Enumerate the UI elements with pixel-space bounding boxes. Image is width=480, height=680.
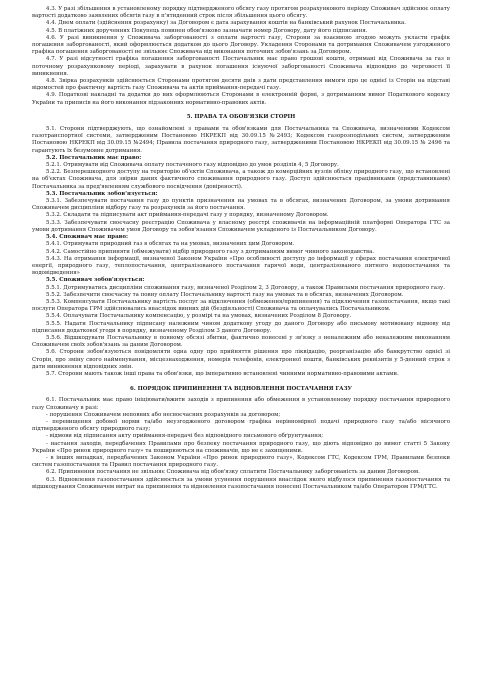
paragraph-5-6: 5.6. Сторони зобов'язуються повідомляти одна одну про прийняття рішення про ліквідацію, реорганізацію або банкрутство однієї зі Сторін, про зміну свого найменування, місцезнаходження, номерів телефонів, електронної пошти, банківських реквізитів у 5-денний строк з дати виникнення відповідних змін. bbox=[32, 349, 450, 370]
paragraph-5-4-2: 5.4.2. Самостійно припиняти (обмежувати) відбір природного газу з дотриманням вимог чинного законодавства. bbox=[46, 248, 375, 255]
paragraph-6-3: 6.3. Відновлення газопостачання здійснюється за умови усунення порушення внаслідок якого відбулося припинення газопостачання та відшкодування Споживачем витрат на припинення та відновлення газопостачання понесені Постачальником та/або Оператором ГРМ/ГТС. bbox=[32, 476, 450, 490]
paragraph-6-1: 6.1. Постачальник має право ініціювати/вжити заходів з припинення або обмеження в установленому порядку постачання природного газу Споживачу в разі: bbox=[32, 397, 450, 411]
bullet-item: - перевищення добової норми та/або неузгодженого договором графіка нерівномірної подачі природного газу та/або місячного підтвердженого обсягу природного газу; bbox=[32, 418, 450, 433]
paragraph-4-9: 4.9. Податкові накладні та додатки до них оформлюються Сторонами в електронній формі, з дотриманням вимог Податкового кодексу України та приписів на його виконання підзаконних нормативно-правових актів. bbox=[32, 92, 450, 106]
subheading-5-4: 5.4. Споживач має право: bbox=[46, 234, 129, 241]
subheading-5-2: 5.2. Постачальник має право: bbox=[46, 154, 142, 161]
paragraph-5-3-1: 5.3.1. Забезпечувати постачання газу до пунктів призначення на умовах та в обсягах, визначених Договором, за умови дотримання Споживачем дисципліни відбору газу та розрахунків за його постачання. bbox=[32, 198, 450, 212]
paragraph-4-4: 4.4. Днем оплати (здійснення розрахунку) за Договором є дата зарахування коштів на банківський рахунок Постачальника. bbox=[46, 20, 406, 27]
subheading-5-3: 5.3. Постачальник зобов'язується: bbox=[46, 190, 158, 197]
paragraph-5-1: 5.1. Сторони підтверджують, що ознайомлені з правами та обов'язками для Постачальника та Споживача, визначеними Кодексом газотранспортної системи, затвердженим Постановою НКРЕКП від 30.09.15 №2493; Кодексом газорозподільних систем, затвердженим Постановою НКРЕКП від 30.09.15 №2494; Правила постачання природного газу, затвердженими Постановою НКРЕКП від 30.09.15 № 2496 та гарантують їх безумовне дотримання. bbox=[32, 126, 450, 154]
paragraph-5-5-5: 5.5.5. Надати Постачальнику підписану належним чином додаткову угоду до даного Договору або письмову мотивовану відмову від підписання додаткової угоди в порядку, визначеному Розділом 3 даного Договору. bbox=[32, 320, 450, 334]
paragraph-5-5-2: 5.5.2. Забезпечити своєчасну та повну оплату Постачальнику вартості газу на умовах та в обсягах, визначених Договором. bbox=[46, 291, 404, 298]
bullet-item: - в інших випадках, передбачених Законом України «Про ринок природного газу», Кодексом ГТС, Кодексом ГРМ, Правилами безпеки систем газопостачання та Правил постачання природного газу. bbox=[32, 454, 450, 469]
section-5-title: 5. ПРАВА ТА ОБОВ'ЯЗКИ СТОРІН bbox=[186, 113, 296, 120]
paragraph-4-5: 4.5. В платіжних дорученнях Покупець повинен обов'язково зазначати номер Договору, дату його підписання. bbox=[46, 27, 368, 34]
paragraph-5-7: 5.7. Сторони мають також інші права та обов'язки, що імперативно встановлені чинними нормативно-правовими актами. bbox=[46, 370, 399, 377]
bullet-item: - настання заходів, передбачених Правилами про безпеку постачання природного газу, що діють відповідно до вимог статті 5 Закону України «Про ринок природного газу» та поширюються на споживачів, що не є захищеними. bbox=[32, 440, 450, 454]
paragraph-6-2: 6.2. Припинення постачання не звільняє Споживача від обов'язку сплатити Постачальнику заборгованість за даним Договором. bbox=[46, 469, 420, 476]
paragraph-5-2-2: 5.2.2. Безперешкодного доступу на територію об'єктів Споживача, а також до комерційних вузлів обліку природного газу, що встановлені на об'єктах Споживача, для звірки даних фактичного споживання природного газу. Доступ здійснюється працівниками (представниками) Постачальника за пред'явленням службового посвідчення (довіреності). bbox=[32, 169, 450, 190]
subheading-5-5: 5.5. Споживач зобов'язується: bbox=[46, 277, 145, 284]
paragraph-5-5-1: 5.5.1. Дотримуватись дисципліни споживання газу, визначеної Розділом 2, 3 Договору, а також Правилами постачання природного газу. bbox=[46, 284, 445, 291]
bullet-item: - порушення Споживачем неповних або несвоєчасних розрахунків за договором; bbox=[46, 411, 281, 418]
paragraph-4-6: 4.6. У разі виникнення у Споживача заборгованості з оплати вартості газу, Сторони за взаємною згодою можуть укласти графік погашення заборгованості, який оформлюється додатком до цього Договору. Укладення Сторонами та дотримання Споживачем узгодженого графіка погашення заборгованості не звільняє Споживача від виконання поточних зобов'язань за Договором. bbox=[32, 34, 450, 56]
bullet-item: - відмови від підписання акту приймання-передачі без відповідного письмового обґрунтування; bbox=[46, 433, 324, 440]
paragraph-5-5-6: 5.5.6. Відшкодувати Постачальнику в повному обсязі збитки, фактично понесені у зв'язку з неналежним або неналежним виконанням Споживачем своїх зобов'язань за даним Договором. bbox=[32, 334, 450, 349]
paragraph-4-7: 4.7. У разі відсутності графіка погашення заборгованості Постачальник має право грошові кошти, отримані від Споживача за газ в поточному розрахунковому періоді, зарахувати в рахунок погашення існуючої заборгованості Споживача відповідно до черговості її виникнення. bbox=[32, 56, 450, 77]
paragraph-5-4-1: 5.4.1. Отримувати природний газ в обсягах та на умовах, визначених цим Договором. bbox=[46, 241, 295, 248]
paragraph-4-8: 4.8. Звірка розрахунків здійснюється Сторонами протягом десяти днів з дати представлення вимоги про це однієї із Сторін на підставі відомостей про фактичну вартість газу Споживача та актів приймання-передачі газу. bbox=[32, 78, 450, 92]
paragraph-5-5-3: 5.5.3. Компенсувати Постачальнику вартість послуг за відключення (обмеження/припинення) та підключення газопостачання, якщо такі послуги Оператора ГРМ здійснювались внаслідок винних дій (бездіяльності) Споживача та оплачувались Постачальником. bbox=[32, 298, 450, 313]
paragraph-5-5-4: 5.5.4. Оплачувати Постачальнику компенсацію, у розмірі та на умовах, визначених Розділом 8 Договору. bbox=[46, 313, 352, 320]
section-6-title: 6. ПОРЯДОК ПРИПИНЕННЯ ТА ВІДНОВЛЕННЯ ПОСТАЧАННЯ ГАЗУ bbox=[130, 386, 352, 393]
paragraph-4-3: 4.3. У разі збільшення в установленому порядку підтвердженого обсягу газу протягом розрахункового періоду Споживач здійснює оплату вартості додатково заявлених обсягів газу в п'ятиденний строк після збільшення цього обсягу. bbox=[32, 6, 450, 20]
paragraph-5-3-3: 5.3.3. Забезпечувати своєчасну реєстрацію Споживача у власному реєстрі споживачів на інформаційній платформі Оператора ГТС за умови дотримання Споживачем умов Договору та зобов'язання Споживачем укладеного із Постачальником Договору. bbox=[32, 219, 450, 233]
paragraph-5-3-2: 5.3.2. Складати та підписувати акт приймання-передачі газу у порядку, визначеному Договором. bbox=[46, 212, 329, 219]
paragraph-5-4-3: 5.4.3. На отримання інформації, визначеної Законом України «Про особливості доступу до інформації у сферах постачання електричної енергії, природного газу, теплопостачання, централізованого постачання гарячої води, централізованого питного водопостачання та водовідведення» bbox=[32, 255, 450, 277]
paragraph-5-2-1: 5.2.1. Отримувати від Споживача оплату постаченого газу відповідно до умов розділів 4, 5 Договору. bbox=[46, 162, 339, 169]
